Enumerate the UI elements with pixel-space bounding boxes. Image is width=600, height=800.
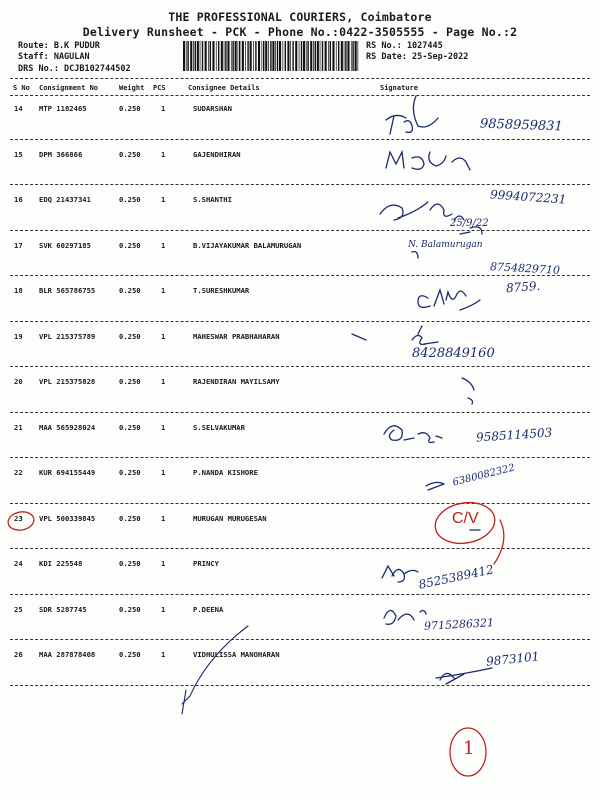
row-consignee: B.VIJAYAKUMAR BALAMURUGAN	[193, 240, 302, 250]
barcode-bar	[295, 41, 297, 71]
header-divider-bottom	[10, 95, 590, 96]
row-sno: 18	[14, 286, 23, 295]
row-consignment: VPL 215375828	[39, 377, 96, 386]
barcode-bar	[224, 41, 225, 71]
barcode-bar	[341, 41, 343, 71]
staff-label: Staff: NAGULAN	[18, 52, 90, 62]
row-sno: 15	[14, 149, 23, 159]
row-consignee: MAHESWAR PRABHAHARAN	[193, 331, 280, 341]
row-divider	[10, 685, 590, 686]
row-consignee: SUDARSHAN	[193, 104, 232, 113]
barcode-bar	[250, 41, 252, 71]
barcode	[183, 41, 361, 71]
row-consignee: VIDHULISSA MANOHARAN	[193, 650, 280, 659]
handwritten-date-16: 25/9/22	[450, 218, 489, 229]
row-consignment: VPL 215375789	[39, 331, 96, 341]
handwritten-phone-24: 8525389412	[417, 562, 495, 592]
row-weight: 0.250	[119, 149, 141, 159]
barcode-bar	[325, 41, 327, 71]
row-sno: 19	[14, 331, 23, 341]
row-divider	[10, 366, 590, 367]
row-divider	[10, 503, 590, 504]
row-divider	[10, 457, 590, 458]
row-consignment: SDR 5287745	[39, 604, 87, 614]
barcode-bar	[247, 41, 248, 71]
row-consignee: S.SELVAKUMAR	[193, 422, 245, 432]
barcode-bar	[210, 41, 211, 71]
red-cv-mark: C/V	[452, 510, 479, 527]
barcode-bar	[345, 41, 346, 71]
row-pcs: 1	[161, 104, 166, 113]
company-title: THE PROFESSIONAL COURIERS, Coimbatore	[168, 10, 432, 24]
rs-number: RS No.: 1027445	[366, 41, 443, 51]
barcode-bar	[202, 41, 203, 71]
handwritten-phone-21: 9585114503	[475, 425, 553, 445]
row-consignment: SVK 60297185	[39, 240, 91, 250]
row-weight: 0.250	[119, 513, 141, 523]
handwritten-phone-16: 9994072231	[489, 187, 567, 207]
barcode-bar	[225, 41, 226, 71]
row-pcs: 1	[161, 604, 166, 614]
barcode-bar	[279, 41, 281, 71]
barcode-bar	[245, 41, 246, 71]
barcode-bar	[205, 41, 207, 71]
barcode-bar	[303, 41, 305, 71]
row-consignment: MAA 565928024	[39, 422, 96, 432]
row-consignee: P.DEENA	[193, 604, 224, 614]
barcode-bar	[186, 41, 187, 71]
barcode-bar	[277, 41, 278, 71]
handwritten-phone-25: 9715286321	[423, 616, 495, 633]
barcode-bar	[275, 41, 276, 71]
row-weight: 0.250	[119, 331, 141, 341]
row-divider	[10, 639, 590, 640]
row-weight: 0.250	[119, 377, 141, 386]
row-divider	[10, 139, 590, 140]
row-pcs: 1	[161, 149, 166, 159]
handwritten-phone-17: 8754829710	[489, 260, 561, 277]
row-pcs: 1	[161, 195, 166, 204]
barcode-bar	[317, 41, 319, 71]
row-weight: 0.250	[119, 195, 141, 204]
column-sno: S No	[13, 84, 30, 92]
row-consignee: T.SURESHKUMAR	[193, 286, 250, 295]
row-consignment: BLR 565786755	[39, 286, 96, 295]
barcode-bar	[216, 41, 217, 71]
row-pcs: 1	[161, 468, 166, 477]
row-pcs: 1	[161, 331, 166, 341]
row-divider	[10, 184, 590, 185]
barcode-bar	[336, 41, 337, 71]
barcode-bar	[238, 41, 239, 71]
barcode-bar	[344, 41, 345, 71]
barcode-bar	[292, 41, 293, 71]
row-weight: 0.250	[119, 240, 141, 250]
barcode-bar	[265, 41, 267, 71]
row-sno: 21	[14, 422, 23, 432]
barcode-bar	[351, 41, 352, 71]
row-divider	[10, 275, 590, 276]
barcode-bar	[315, 41, 316, 71]
barcode-bar	[262, 41, 263, 71]
handwritten-name-17: N. Balamurugan	[408, 240, 483, 250]
barcode-bar	[299, 41, 300, 71]
barcode-bar	[355, 41, 357, 71]
barcode-bar	[197, 41, 199, 71]
route-label: Route: B.K PUDUR	[18, 41, 100, 51]
barcode-bar	[347, 41, 349, 71]
row-sno: 24	[14, 559, 23, 568]
red-page-mark: 1	[463, 738, 475, 759]
row-sno: 14	[14, 104, 23, 113]
barcode-bar	[218, 41, 219, 71]
barcode-bar	[187, 41, 188, 71]
column-consignee: Consignee Details	[188, 84, 260, 92]
barcode-bar	[330, 41, 331, 71]
row-weight: 0.250	[119, 650, 141, 659]
row-sno: 17	[14, 240, 23, 250]
column-signature: Signature	[380, 84, 418, 92]
barcode-bar	[313, 41, 314, 71]
barcode-bar	[310, 41, 312, 71]
handwritten-phone-18: 8759.	[505, 278, 541, 296]
row-sno: 22	[14, 468, 23, 477]
row-pcs: 1	[161, 513, 166, 523]
barcode-bar	[322, 41, 323, 71]
row-sno: 23	[14, 513, 23, 523]
row-weight: 0.250	[119, 286, 141, 295]
row-divider	[10, 230, 590, 231]
row-consignment: KDI 225548	[39, 559, 83, 568]
barcode-bar	[268, 41, 269, 71]
header-divider-top	[10, 78, 590, 79]
row-sno: 25	[14, 604, 23, 614]
barcode-bar	[263, 41, 264, 71]
row-consignee: MURUGAN MURUGESAN	[193, 513, 267, 523]
barcode-bar	[285, 41, 286, 71]
barcode-bar	[253, 41, 254, 71]
barcode-bar	[221, 41, 223, 71]
row-pcs: 1	[161, 422, 166, 432]
column-weight: Weight	[119, 84, 145, 92]
handwritten-phone-22: 6380082322	[451, 462, 517, 489]
barcode-bar	[232, 41, 233, 71]
barcode-bar	[255, 41, 256, 71]
row-sno: 26	[14, 650, 23, 659]
row-consignee: P.NANDA KISHORE	[193, 468, 258, 477]
handwritten-phone-26: 9873101	[485, 649, 541, 669]
row-sno: 20	[14, 377, 23, 386]
row-consignment: MTP 1182465	[39, 104, 87, 113]
barcode-bar	[338, 41, 339, 71]
barcode-bar	[183, 41, 185, 71]
barcode-bar	[301, 41, 302, 71]
runsheet-title: Delivery Runsheet - PCK - Phone No.:0422-3505555 - Page No.:2	[82, 25, 518, 39]
barcode-bar	[307, 41, 308, 71]
column-consignment: Consignment No	[39, 84, 99, 92]
row-divider	[10, 412, 590, 413]
row-consignee: S.SHANTHI	[193, 195, 232, 204]
row-consignment: DPM 366866	[39, 149, 83, 159]
barcode-bar	[283, 41, 284, 71]
barcode-bar	[235, 41, 237, 71]
drs-number: DRS No.: DCJB102744502	[18, 64, 131, 74]
barcode-bar	[352, 41, 353, 71]
row-consignment: MAA 287878408	[39, 650, 96, 659]
row-divider	[10, 548, 590, 549]
row-consignment: VPL 500339845	[39, 513, 96, 523]
row-divider	[10, 594, 590, 595]
rs-date: RS Date: 25-Sep-2022	[366, 52, 469, 62]
handwritten-phone-19: 8428849160	[412, 346, 495, 361]
row-weight: 0.250	[119, 604, 141, 614]
row-consignee: PRINCY	[193, 559, 219, 568]
row-weight: 0.250	[119, 468, 141, 477]
barcode-bar	[270, 41, 271, 71]
row-weight: 0.250	[119, 422, 141, 432]
barcode-bar	[242, 41, 244, 71]
barcode-bar	[239, 41, 240, 71]
row-pcs: 1	[161, 286, 166, 295]
barcode-bar	[258, 41, 260, 71]
column-pcs: PCS	[153, 84, 166, 92]
row-consignment: KUR 694155449	[39, 468, 96, 477]
row-consignee: RAJENDIRAN MAYILSAMY	[193, 377, 280, 386]
barcode-bar	[328, 41, 329, 71]
row-sno: 16	[14, 195, 23, 204]
barcode-bar	[193, 41, 194, 71]
row-consignment: EDQ 21437341	[39, 195, 91, 204]
handwritten-phone-14: 9858959831	[479, 116, 563, 135]
barcode-bar	[290, 41, 291, 71]
barcode-bar	[212, 41, 214, 71]
row-weight: 0.250	[119, 104, 141, 113]
barcode-bar	[332, 41, 334, 71]
row-pcs: 1	[161, 240, 166, 250]
row-pcs: 1	[161, 377, 166, 386]
barcode-bar	[208, 41, 209, 71]
row-pcs: 1	[161, 559, 166, 568]
barcode-bar	[320, 41, 321, 71]
row-consignee: GAJENDHIRAN	[193, 149, 241, 159]
barcode-bar	[231, 41, 232, 71]
row-pcs: 1	[161, 650, 166, 659]
row-divider	[10, 321, 590, 322]
barcode-bar	[200, 41, 201, 71]
row-weight: 0.250	[119, 559, 141, 568]
barcode-bar	[306, 41, 307, 71]
barcode-bar	[272, 41, 274, 71]
barcode-bar	[195, 41, 196, 71]
barcode-bar	[287, 41, 289, 71]
barcode-bar	[190, 41, 192, 71]
barcode-bar	[358, 41, 359, 71]
barcode-bar	[227, 41, 229, 71]
